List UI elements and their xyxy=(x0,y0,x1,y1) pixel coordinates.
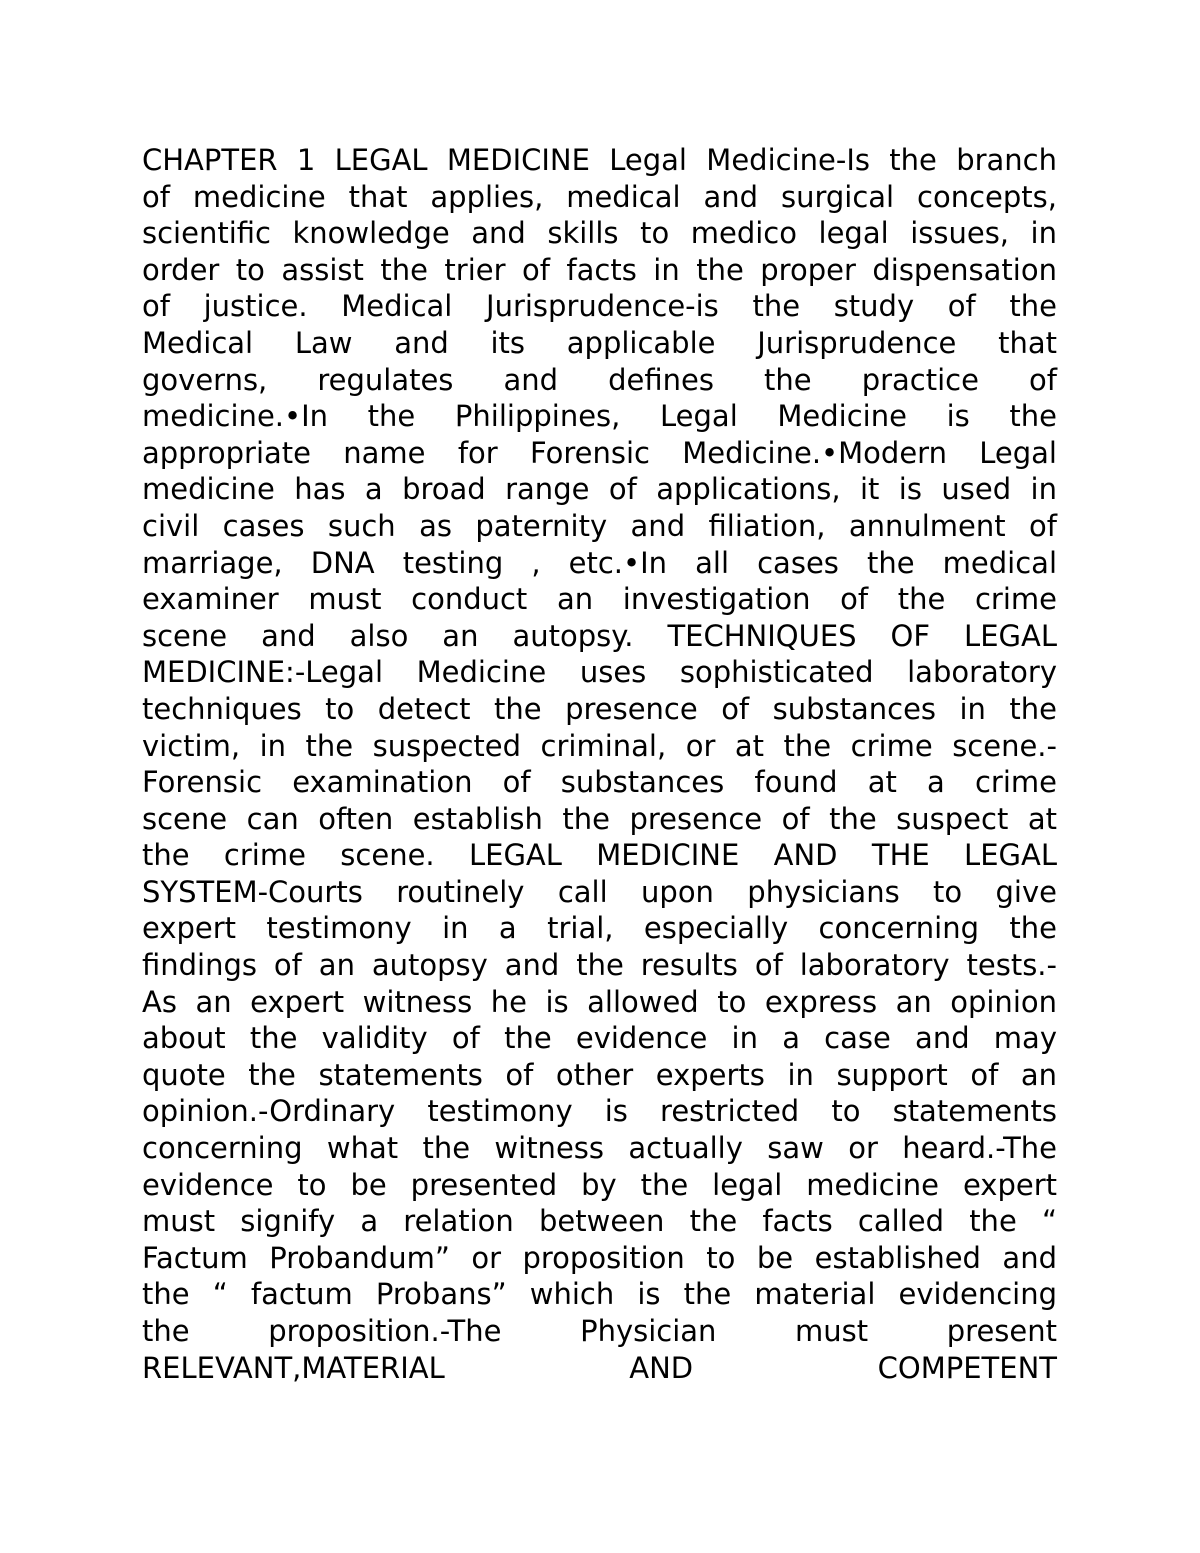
text-line: concerning what the witness actually saw or heard.-The xyxy=(142,1131,1057,1166)
text-line: the crime scene. LEGAL MEDICINE AND THE LEGAL xyxy=(142,838,1057,873)
text-line: SYSTEM-Courts routinely call upon physicians to give xyxy=(142,874,1057,909)
body-text xyxy=(142,142,1057,1386)
text-line: techniques to detect the presence of substances in the xyxy=(142,691,1057,726)
text-line: of medicine that applies, medical and surgical concepts, xyxy=(142,179,1057,214)
text-line: order to assist the trier of facts in the proper dispensation xyxy=(142,252,1057,287)
text-line: civil cases such as paternity and filiation, annulment of xyxy=(142,508,1057,543)
text-line: the “ factum Probans” which is the material evidencing xyxy=(142,1277,1057,1312)
text-line: scene and also an autopsy. TECHNIQUES OF LEGAL xyxy=(142,618,1057,653)
text-line: appropriate name for Forensic Medicine.•Modern Legal xyxy=(142,435,1057,470)
text-line: Factum Probandum” or proposition to be established and xyxy=(142,1240,1057,1275)
text-line: RELEVANT,MATERIAL AND COMPETENT xyxy=(142,1350,1057,1385)
text-line: expert testimony in a trial, especially concerning the xyxy=(142,911,1057,946)
text-line: quote the statements of other experts in support of an xyxy=(142,1057,1057,1092)
text-line: the proposition.-The Physician must present xyxy=(142,1314,1057,1348)
text-line: scientific knowledge and skills to medico legal issues, in xyxy=(142,216,1057,251)
text-line: medicine has a broad range of applications, it is used in xyxy=(142,472,1057,507)
text-line: MEDICINE:-Legal Medicine uses sophisticated laboratory xyxy=(142,655,1057,690)
text-line: CHAPTER 1 LEGAL MEDICINE Legal Medicine-Is the branch xyxy=(142,143,1057,177)
text-line: Medical Law and its applicable Jurisprudence that xyxy=(142,325,1057,360)
text-line: governs, regulates and defines the practice of xyxy=(142,362,1057,397)
text-line: marriage, DNA testing , etc.•In all cases the medical xyxy=(142,545,1057,580)
text-line: examiner must conduct an investigation of the crime xyxy=(142,582,1057,617)
text-line: of justice. Medical Jurisprudence-is the study of the xyxy=(142,289,1057,324)
text-line: scene can often establish the presence of the suspect at xyxy=(142,801,1057,836)
text-line: about the validity of the evidence in a case and may xyxy=(142,1021,1057,1056)
text-line: As an expert witness he is allowed to express an opinion xyxy=(142,984,1057,1019)
text-line: must signify a relation between the facts called the “ xyxy=(142,1204,1057,1239)
text-line: Forensic examination of substances found at a crime xyxy=(142,765,1057,800)
text-line: evidence to be presented by the legal medicine expert xyxy=(142,1167,1057,1202)
text-line: medicine.•In the Philippines, Legal Medicine is the xyxy=(142,399,1057,434)
text-line: victim, in the suspected criminal, or at the crime scene.- xyxy=(142,728,1057,763)
text-line: findings of an autopsy and the results of laboratory tests.- xyxy=(142,948,1057,983)
text-line: opinion.-Ordinary testimony is restricted to statements xyxy=(142,1094,1057,1129)
